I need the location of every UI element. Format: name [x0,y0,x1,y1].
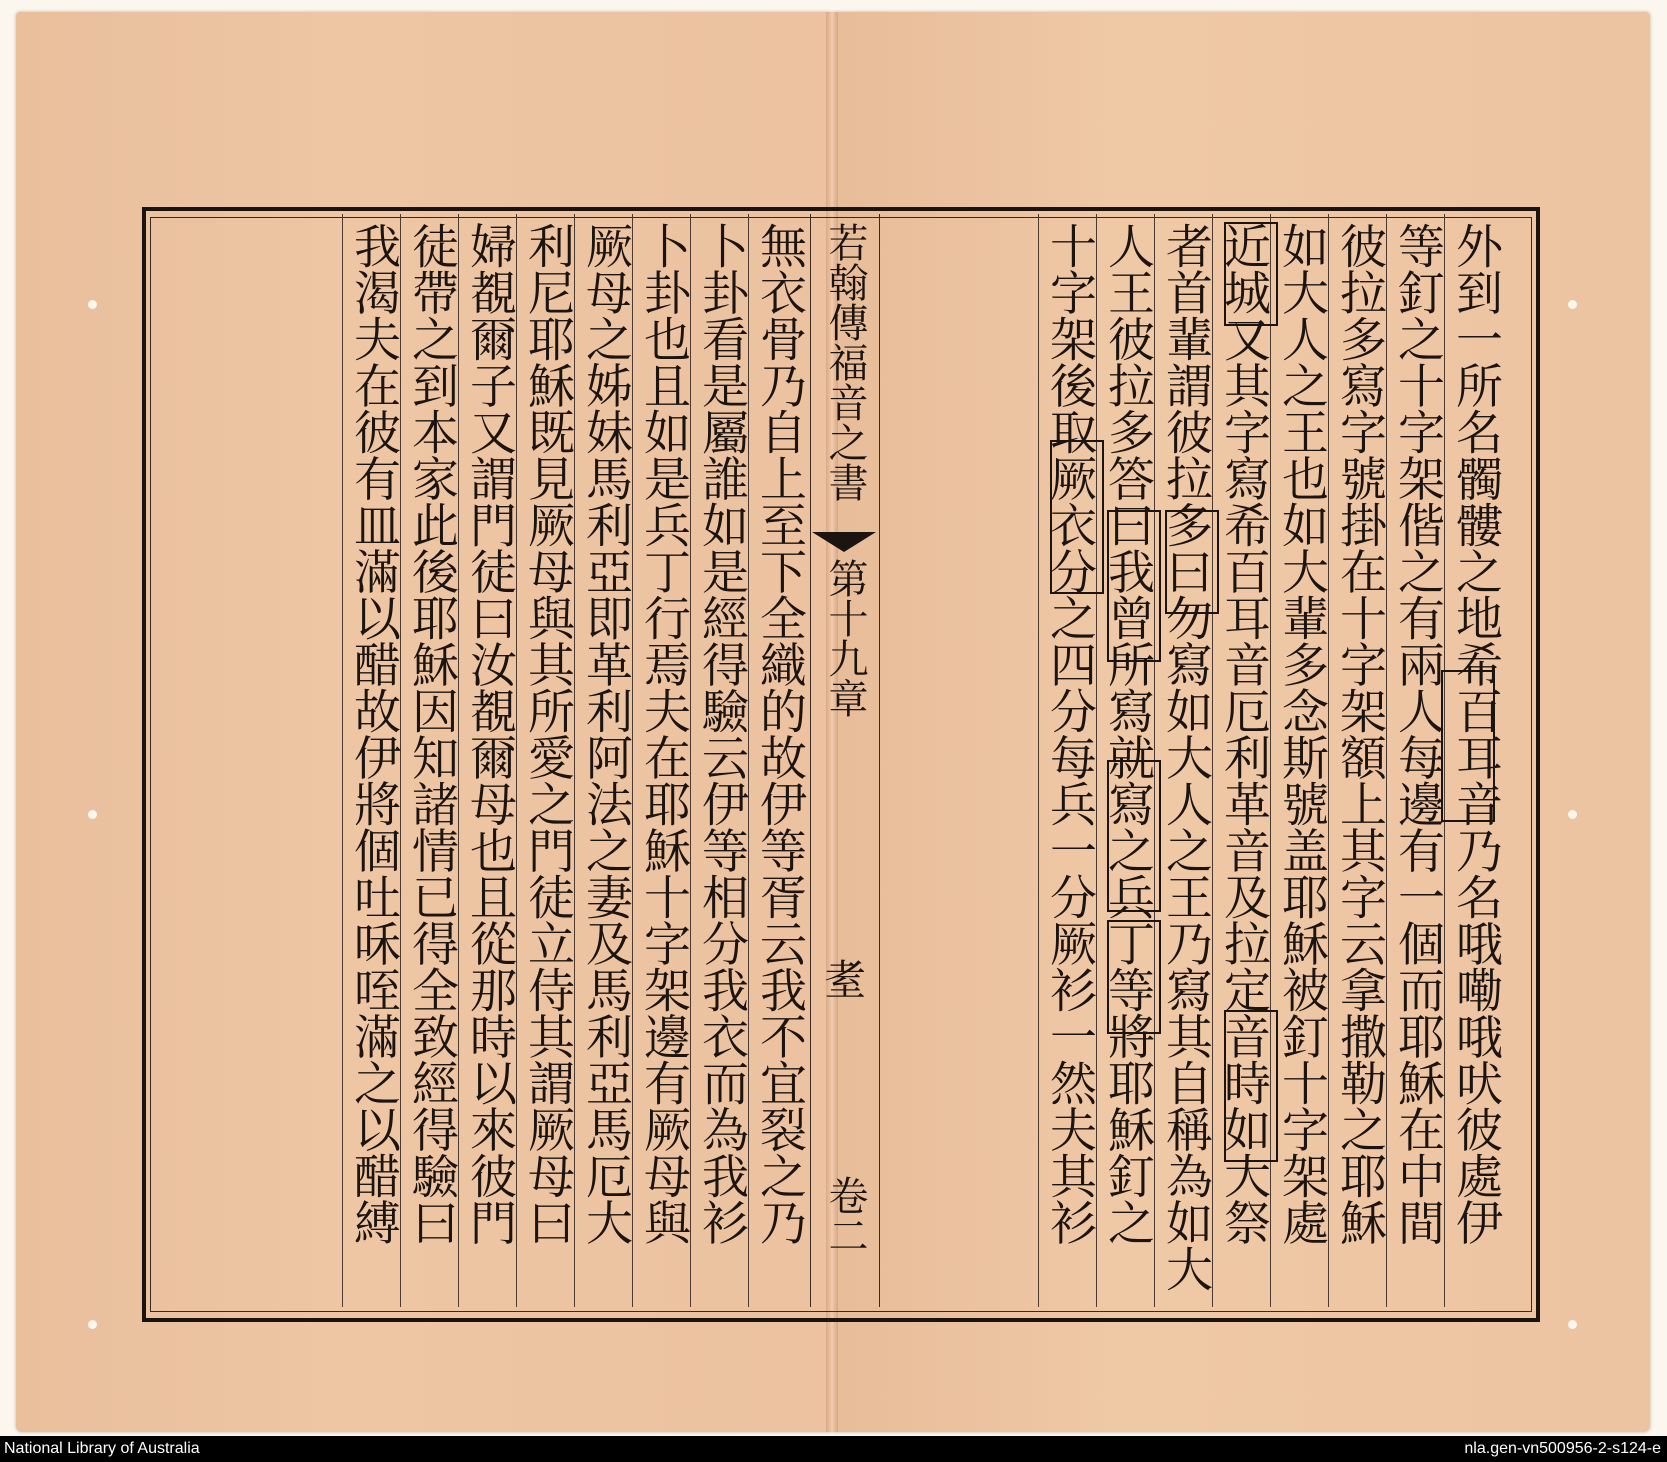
column-rule [1038,214,1039,1307]
text-column-left: 無衣骨乃自上至下全織的故伊等胥云我不宜裂之乃 [752,222,807,1245]
proper-name-box [1441,670,1495,822]
chapter-label: 第十九章 [822,558,868,718]
proper-name-box [1107,760,1161,912]
text-column-left: 卜卦看是屬誰如是經得驗云伊等相分我衣而為我衫 [694,222,749,1245]
footer-bar [0,1436,1667,1462]
binding-hole [88,810,97,819]
text-column-right: 外到一所名髑髏之地希百耳音乃名哦嘞哦吠彼處伊 [1448,222,1503,1245]
text-column-right: 十字架後取厥衣分之四分每兵一分厥衫一然夫其衫 [1042,222,1097,1245]
text-column-right: 者首輩謂彼拉多曰勿寫如大人之王乃寫其自稱為如大 [1158,222,1213,1292]
fishtail-mark [812,532,876,552]
text-column-right: 如大人之王也如大輩多念斯號盖耶穌被釘十字架處 [1274,222,1329,1245]
text-column-left: 婦覩爾子又謂門徒曰汝覩爾母也且從那時以來彼門 [462,222,517,1245]
binding-hole [88,1320,97,1329]
proper-name-box [1224,1010,1278,1162]
text-column-left: 厥母之姊妹馬利亞即革利阿法之妻及馬利亞馬厄大 [578,222,633,1245]
text-column-right: 彼拉多寫字號掛在十字架額上其字云拿撒勒之耶穌 [1332,222,1387,1245]
binding-hole [1568,300,1577,309]
proper-name-box [1050,440,1104,594]
proper-name-box [1165,510,1219,614]
text-column-right: 等釘之十字架偕之有兩人每邊有一個而耶穌在中間 [1390,222,1445,1245]
proper-name-box [1107,920,1161,1034]
text-column-left: 徒帶之到本家此後耶穌因知諸情已得全致經得驗曰 [404,222,459,1245]
image-identifier: nla.gen-vn500956-2-s124-e [1464,1440,1661,1457]
binding-hole [1568,810,1577,819]
text-column-right: 近城又其字寫希百耳音厄利革音及拉定音時如大祭 [1216,222,1271,1245]
library-name: National Library of Australia [4,1440,200,1457]
text-column-left: 我渴夫在彼有皿滿以醋故伊將個吐咊咥滿之以醋縛 [346,222,401,1245]
book-title: 若翰傳福音之書 [822,222,868,502]
text-column-right: 人王彼拉多答曰我曾所寫就寫之兵丁等將耶穌釘之 [1100,222,1155,1245]
binding-hole [88,300,97,309]
proper-name-box [1107,510,1161,662]
text-column-left: 利尼耶穌既見厥母與其所愛之門徒立侍其謂厥母曰 [520,222,575,1245]
page-number: 耊 [823,956,866,1005]
proper-name-box [1224,222,1278,326]
binding-hole [1568,1320,1577,1329]
column-rule [342,214,343,1307]
text-column-left: 卜卦也且如是兵丁行焉夫在耶穌十字架邊有厥母與 [636,222,691,1245]
volume-label: 卷二 [822,1175,868,1255]
